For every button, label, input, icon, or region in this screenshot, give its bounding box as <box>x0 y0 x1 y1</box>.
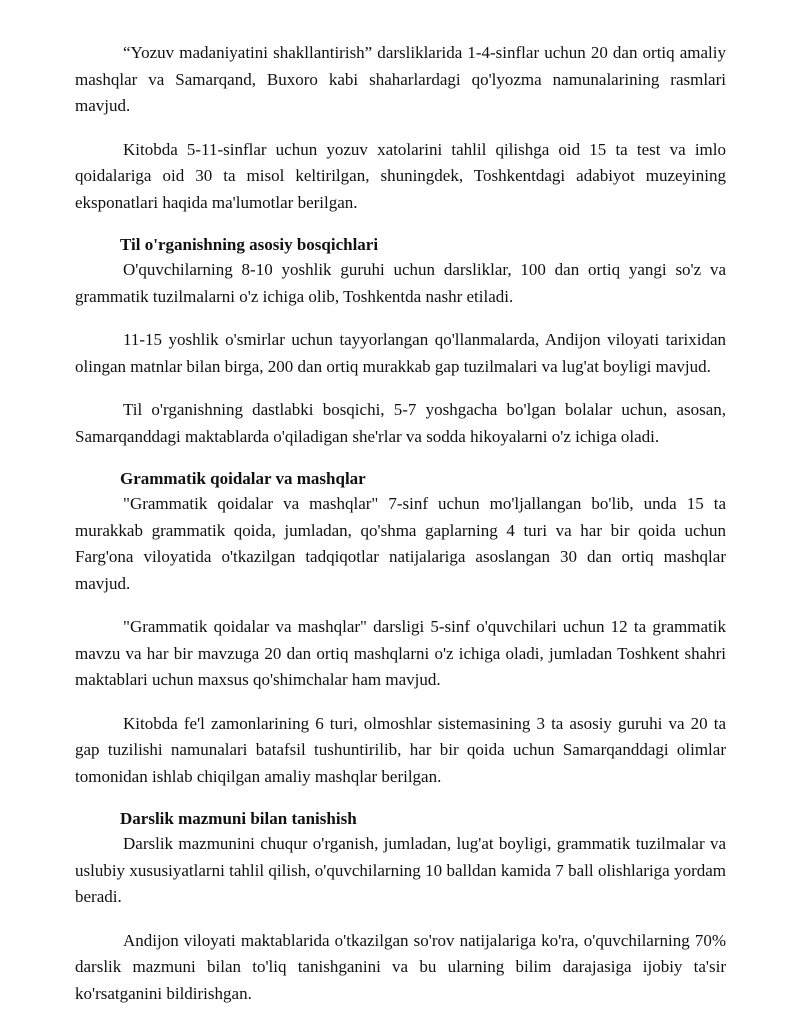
paragraph-stages-1: O'quvchilarning 8-10 yoshlik guruhi uchun darsliklar, 100 dan ortiq yangi so'z va grammatik tuzilmalarni o'z ichiga olib, Toshkentda nashr etiladi. <box>75 260 726 306</box>
document-body <box>75 40 726 1007</box>
paragraph-grammar-2: "Grammatik qoidalar va mashqlar" darsligi 5-sinf o'quvchilari uchun 12 ta grammatik mavzu va har bir mavzuga 20 dan ortiq mashqlarni o'z ichiga oladi, jumladan Toshkent shahri maktablari uchun maxsus qo'shimchalar ham mavjud. <box>75 617 726 689</box>
paragraph-intro-1: “Yozuv madaniyatini shakllantirish” darsliklarida 1-4-sinflar uchun 20 dan ortiq amaliy mashqlar va Samarqand, Buxoro kabi shaharlardagi qo'lyozma namunalarining rasmlari mavjud. <box>75 43 726 115</box>
section-heading-stages: Til o'rganishning asosiy bosqichlari <box>120 235 379 254</box>
paragraph-content-2: Andijon viloyati maktablarida o'tkazilgan so'rov natijalariga ko'ra, o'quvchilarning 70% darslik mazmuni bilan to'liq tanishganini va bu ularning bilim darajasiga ijobiy ta'sir ko'rsatganini bildirishgan. <box>75 930 726 1003</box>
section-heading-content: Darslik mazmuni bilan tanishish <box>120 809 357 828</box>
paragraph-grammar-3: Kitobda fe'l zamonlarining 6 turi, olmoshlar sistemasining 3 ta asosiy guruhi va 20 ta gap tuzilishi namunalari batafsil tushuntirilib, har bir qoida uchun Samarqanddagi olimlar tomonidan ishlab chiqilgan amaliy mashqlar berilgan. <box>75 713 726 786</box>
paragraph-grammar-1: "Grammatik qoidalar va mashqlar" 7-sinf uchun mo'ljallangan bo'lib, unda 15 ta murakkab grammatik qoida, jumladan, qo'shma gaplarning 4 turi va har bir qoida uchun Farg'ona viloyatida o'tkazilgan tadqiqotlar natijalariga asoslangan 30 dan ortiq mashqlar mavjud. <box>75 494 726 593</box>
section-heading-grammar: Grammatik qoidalar va mashqlar <box>120 469 366 488</box>
paragraph-content-1: Darslik mazmunini chuqur o'rganish, jumladan, lug'at boyligi, grammatik tuzilmalar va uslubiy xususiyatlarni tahlil qilish, o'quvchilarning 10 balldan kamida 7 ball olishlariga yordam beradi. <box>75 834 726 906</box>
paragraph-intro-2: Kitobda 5-11-sinflar uchun yozuv xatolarini tahlil qilishga oid 15 ta test va imlo qoidalariga oid 30 ta misol keltirilgan, shuningdek, Toshkentdagi adabiyot muzeyining eksponatlari haqida ma'lumotlar berilgan. <box>75 139 726 212</box>
paragraph-stages-2: 11-15 yoshlik o'smirlar uchun tayyorlangan qo'llanmalarda, Andijon viloyati tarixidan olingan matnlar bilan birga, 200 dan ortiq murakkab gap tuzilmalari va lug'at boyligi mavjud. <box>75 330 726 376</box>
paragraph-stages-3: Til o'rganishning dastlabki bosqichi, 5-7 yoshgacha bo'lgan bolalar uchun, asosan, Samarqanddagi maktablarda o'qiladigan she'rlar va sodda hikoyalarni o'z ichiga oladi. <box>75 400 726 446</box>
